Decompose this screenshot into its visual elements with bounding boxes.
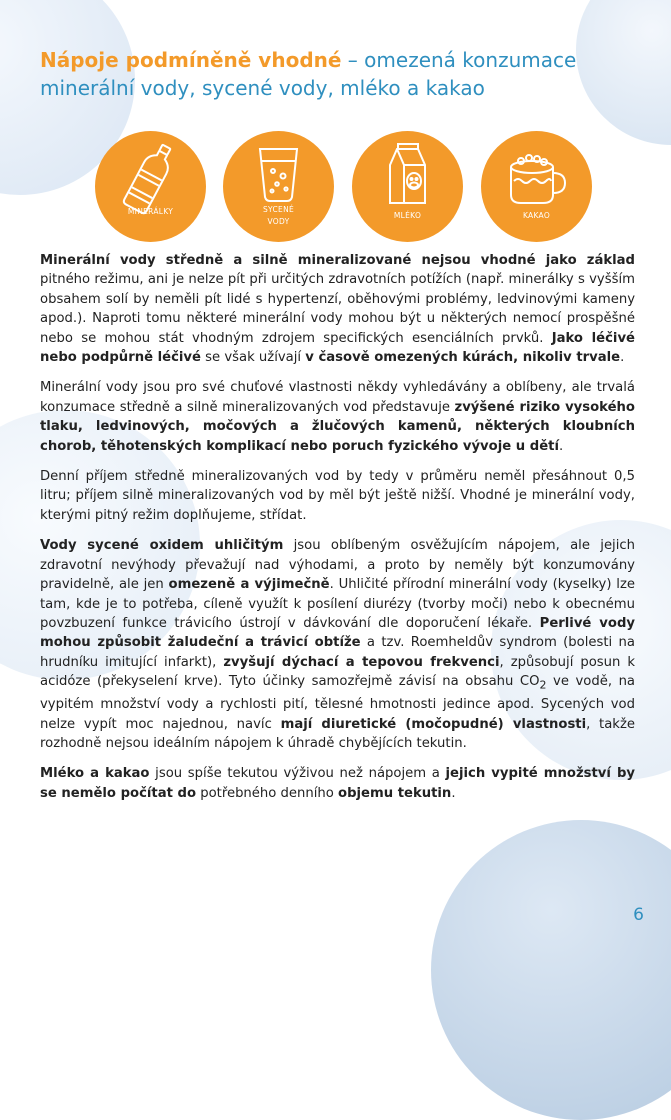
- icon-badge-sparkling-water: [223, 131, 334, 242]
- mug-icon: [481, 131, 592, 242]
- icon-label: MINERÁLKY: [127, 207, 174, 216]
- icon-label-line2: VODY: [267, 217, 290, 226]
- bold-text: mají diuretické (močopudné) vlastnosti: [280, 716, 587, 732]
- icon-badge-mineral-water: [95, 131, 206, 242]
- text: potřebného denního: [196, 785, 339, 801]
- text: jsou spíše tekutou výživou než nápojem a: [149, 766, 446, 782]
- title-highlight: Nápoje podmíněně vhodné: [40, 48, 342, 72]
- text: , takže rozhodně nejsou ideálním nápojem k úhradě chybějících tekutin.: [40, 716, 635, 751]
- text: .: [558, 438, 564, 454]
- text: jsou oblíbeným osvěžujícím nápojem, ale jejich zdravotní nevýhody převažují nad výhodami, a proto by neměly být konzumovány pravidelně, ale jen: [40, 538, 635, 593]
- text: a tzv. Roemheldův syndrom (bolesti na hrudníku imitující infarkt),: [40, 635, 635, 670]
- subscript: 2: [539, 678, 547, 692]
- bold-text: Mléko a kakao: [40, 766, 150, 782]
- icon-label: KAKAO: [522, 211, 551, 220]
- paragraph-milk-cocoa: [40, 764, 635, 803]
- paragraph-sparkling-water: [40, 536, 635, 753]
- text: pitného režimu, ani je nelze pít při určitých zdravotních potížích (např. minerálky s vyšším obsahem solí by neměli pít lidé s hypertenzí, oběhovými problémy, ledvinovými kameny apod.). Naproti tomu některé minerální vody mohou být u některých nemocí prospěšné nebo se mohou stát vhodným zdrojem specifických esenciálních prvků.: [40, 272, 635, 346]
- bold-text: Perlivé vody mohou způsobit žaludeční a trávicí obtíže: [40, 615, 635, 651]
- body-text: [40, 251, 635, 814]
- bold-text: objemu tekutin: [338, 785, 452, 801]
- bottle-icon: [95, 131, 206, 242]
- icon-badge-cocoa: [481, 131, 592, 242]
- bold-text: jejich vypité množství by se nemělo počítat do: [40, 766, 636, 801]
- bold-text: zvýšené riziko vysokého tlaku, ledvinových, močových a žlučových kamenů, některých kloubních chorob, těhotenských komplikací nebo poruch fyzického vývoje u dětí: [40, 399, 635, 454]
- text: se však užívají: [200, 350, 306, 366]
- icon-badge-milk: [352, 131, 463, 242]
- text: Denní příjem středně mineralizovaných vod by tedy v průměru neměl přesáhnout 0,5 litru; příjem silně mineralizovaných vod by měl být ještě nižší. Vhodné je minerální vody, kterými pitný režim doplňujeme, střídat.: [40, 469, 635, 523]
- paragraph-mineral-risks: [40, 378, 635, 456]
- text: .: [620, 350, 625, 366]
- text: .: [451, 785, 456, 801]
- bold-text: zvyšují dýchací a tepovou frekvenci: [223, 654, 500, 670]
- paragraph-daily-intake: [40, 467, 635, 525]
- title-rest: – omezená konzumace minerální vody, sycené vody, mléko a kakao: [40, 48, 577, 100]
- text: . Uhličité přírodní minerální vody (kyselky) lze tam, kde je to potřeba, cíleně využít k posílení diurézy (tvorby moči) nebo k obecnému povzbuzení funkce trávicího ústrojí v dávkování dle doporučení lékaře.: [40, 577, 635, 631]
- bold-text: Minerální vody středně a silně mineralizované nejsou vhodné jako základ: [40, 253, 635, 268]
- bold-text: omezeně a výjimečně: [168, 577, 330, 593]
- bold-text: v časově omezených kúrách, nikoliv trvale: [305, 350, 621, 366]
- icon-label: MLÉKO: [393, 211, 422, 220]
- paragraph-mineral-waters: [40, 251, 635, 367]
- bold-text: Vody sycené oxidem uhličitým: [40, 538, 284, 554]
- icon-label-line1: SYCENÉ: [262, 205, 295, 214]
- drink-icons-row: [95, 131, 585, 246]
- page-title: [40, 46, 640, 102]
- milk-carton-icon: [352, 131, 463, 242]
- text: Minerální vody jsou pro své chuťové vlastnosti někdy vyhledávány a oblíbeny, ale trvalá konzumace středně a silně mineralizovaných vod představuje: [40, 380, 635, 415]
- text: ve vodě, na vypitém množství vody a rychlosti pití, tělesné hmotnosti jedince apod. Sycených vod nelze vypít moc najednou, navíc: [40, 674, 636, 732]
- page-number: 6: [633, 905, 644, 925]
- background-bubble: [431, 820, 671, 1120]
- bold-text: Jako léčivé nebo podpůrně léčivé: [40, 330, 635, 366]
- text: , způsobují posun k acidóze (překyselení krve). Tyto účinky samozřejmě závisí na obsahu CO: [40, 654, 636, 690]
